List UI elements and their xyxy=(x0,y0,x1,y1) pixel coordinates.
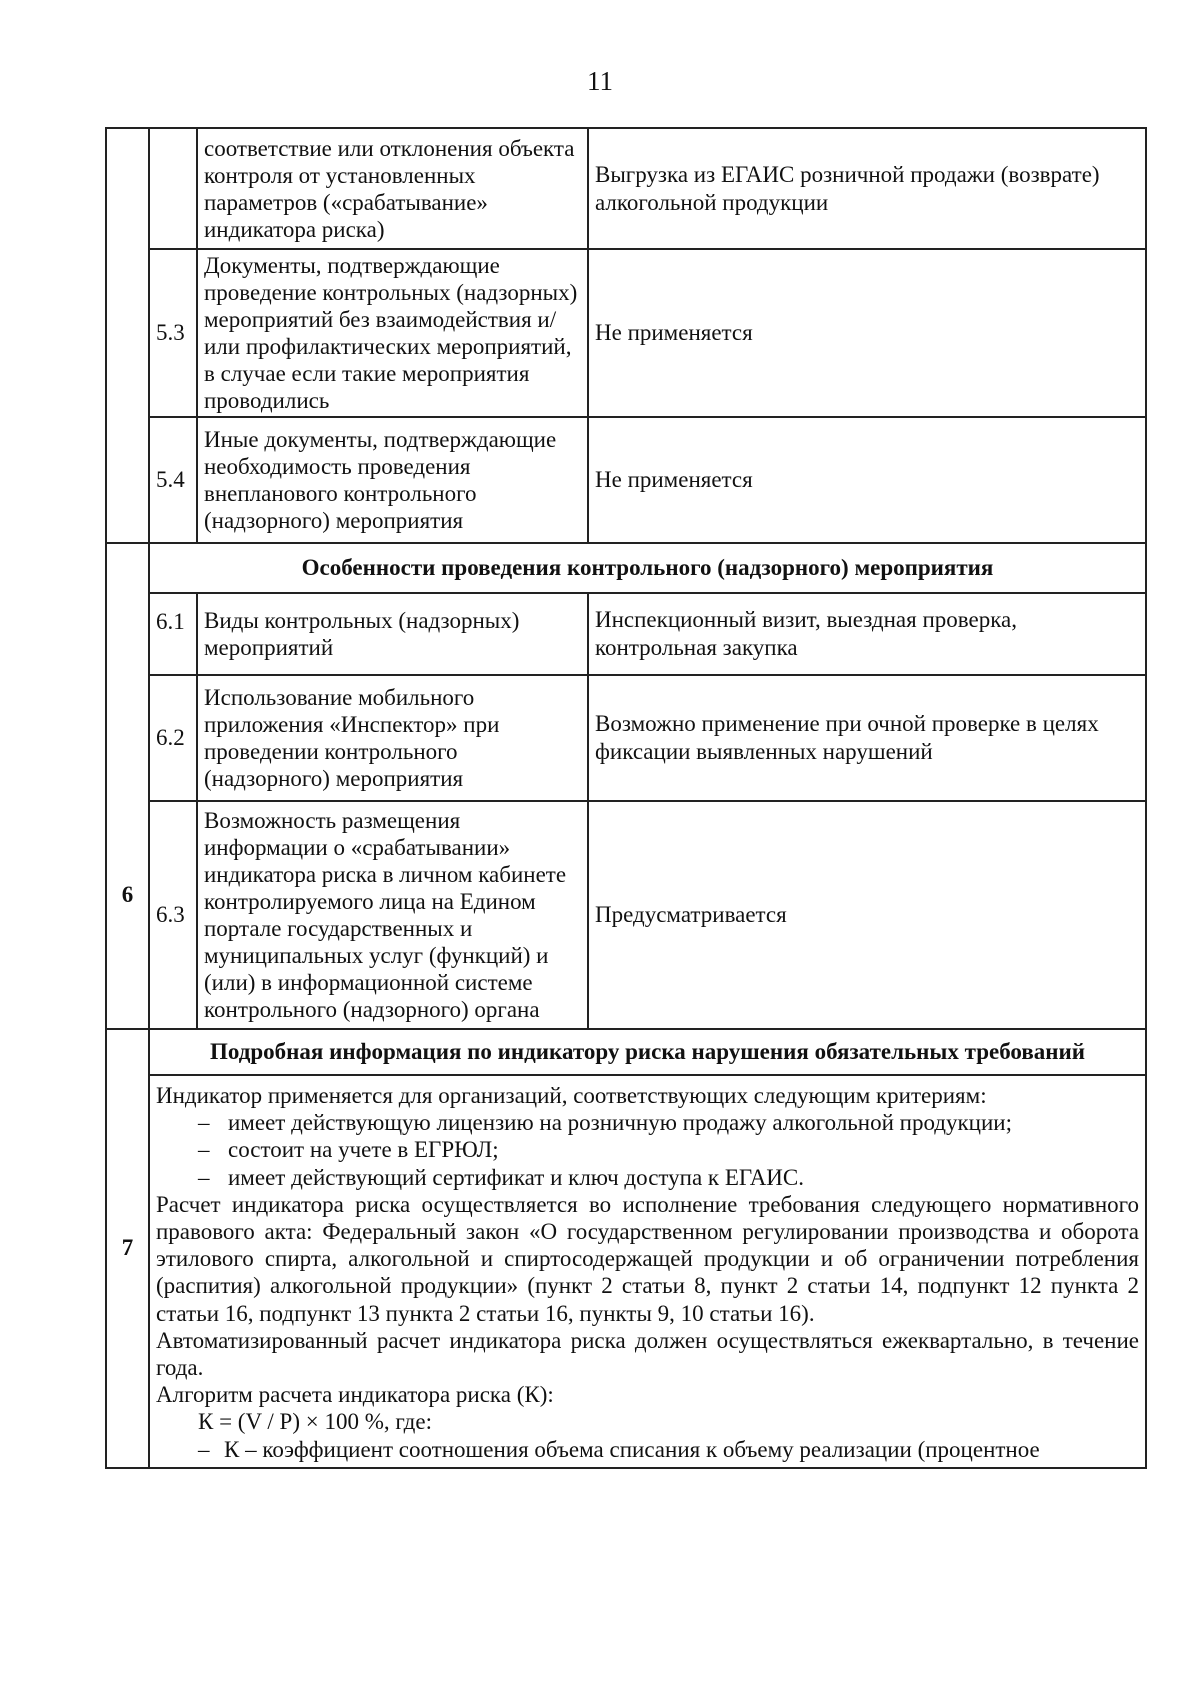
item-description: Возможность размещения информации о «срабатывании» индикатора риска в личном кабинете контролируемого лица на Едином портале государственных и муниципальных услуг (функций) и (или) в информационной системе контрольного (надзорного) органа xyxy=(197,801,588,1029)
section-body xyxy=(149,1075,1146,1468)
item-value: Возможно применение при очной проверке в целях фиксации выявленных нарушений xyxy=(588,675,1146,801)
criterion-text: имеет действующий сертификат и ключ доступа к ЕГАИС. xyxy=(228,1164,805,1190)
regulation-table xyxy=(105,127,1147,1469)
item-value: Не применяется xyxy=(588,417,1146,543)
algorithm-title: Алгоритм расчета индикатора риска (К): xyxy=(156,1382,554,1408)
section-number: 6 xyxy=(106,543,149,1029)
item-description: Виды контрольных (надзорных) мероприятий xyxy=(197,593,588,675)
item-number: 6.3 xyxy=(149,801,197,1029)
table-row xyxy=(106,249,1146,417)
criteria-intro: Индикатор применяется для организаций, соответствующих следующим критериям: xyxy=(156,1083,987,1108)
section-body-row xyxy=(106,1075,1146,1468)
section-heading: Подробная информация по индикатору риска нарушения обязательных требований xyxy=(149,1029,1146,1075)
table-row xyxy=(106,593,1146,675)
section-heading-row xyxy=(106,543,1146,593)
item-number: 5.4 xyxy=(149,417,197,543)
item-value: Не применяется xyxy=(588,249,1146,417)
list-dash: – xyxy=(198,1164,210,1190)
section-heading-row xyxy=(106,1029,1146,1075)
section-number: 7 xyxy=(106,1029,149,1468)
table-row xyxy=(106,801,1146,1029)
table-row xyxy=(106,128,1146,249)
list-dash: – xyxy=(198,1436,210,1462)
frequency-paragraph: Автоматизированный расчет индикатора риска должен осуществляться ежеквартально, в течение года. xyxy=(156,1327,1139,1381)
item-description: Документы, подтверждающие проведение контрольных (надзорных) мероприятий без взаимодействия и/или профилактических мероприятий, в случае если такие мероприятия проводились xyxy=(197,249,588,417)
list-item xyxy=(156,1109,1139,1136)
list-item xyxy=(156,1136,1139,1163)
item-number: 6.2 xyxy=(149,675,197,801)
section-heading: Особенности проведения контрольного (надзорного) мероприятия xyxy=(149,543,1146,593)
table-row xyxy=(106,675,1146,801)
list-item xyxy=(156,1436,1139,1463)
legal-basis-paragraph: Расчет индикатора риска осуществляется во исполнение требования следующего нормативного правового акта: Федеральный закон «О государственном регулировании производства и оборота этилового спирта, алкогольной и спиртосодержащей продукции и об ограничении потребления (распития) алкогольной продукции» (пункт 2 статьи 8, пункт 2 статьи 14, подпункт 12 пункта 2 статьи 16, подпункт 13 пункта 2 статьи 16, пункты 9, 10 статьи 16). xyxy=(156,1191,1139,1326)
item-description: Иные документы, подтверждающие необходимость проведения внепланового контрольного (надзорного) мероприятия xyxy=(197,417,588,543)
criterion-text: имеет действующую лицензию на розничную продажу алкогольной продукции; xyxy=(228,1110,1012,1136)
item-number-cell xyxy=(149,128,197,249)
list-dash: – xyxy=(198,1137,210,1163)
list-item xyxy=(156,1164,1139,1191)
formula: К = (V / P) × 100 %, где: xyxy=(198,1409,432,1435)
item-description: Использование мобильного приложения «Инспектор» при проведении контрольного (надзорного) мероприятия xyxy=(197,675,588,801)
table-row xyxy=(106,417,1146,543)
item-number: 6.1 xyxy=(149,593,197,675)
section-number-cell xyxy=(106,128,149,249)
definition-text: К – коэффициент соотношения объема списания к объему реализации (процентное xyxy=(224,1436,1040,1462)
item-description: соответствие или отклонения объекта контроля от установленных параметров («срабатывание» индикатора риска) xyxy=(197,128,588,249)
item-value: Инспекционный визит, выездная проверка, контрольная закупка xyxy=(588,593,1146,675)
page-number: 11 xyxy=(587,66,613,96)
item-value: Выгрузка из ЕГАИС розничной продажи (возврате) алкогольной продукции xyxy=(588,128,1146,249)
item-number: 5.3 xyxy=(149,249,197,417)
item-value: Предусматривается xyxy=(588,801,1146,1029)
list-dash: – xyxy=(198,1110,210,1136)
criterion-text: состоит на учете в ЕГРЮЛ; xyxy=(228,1137,499,1163)
